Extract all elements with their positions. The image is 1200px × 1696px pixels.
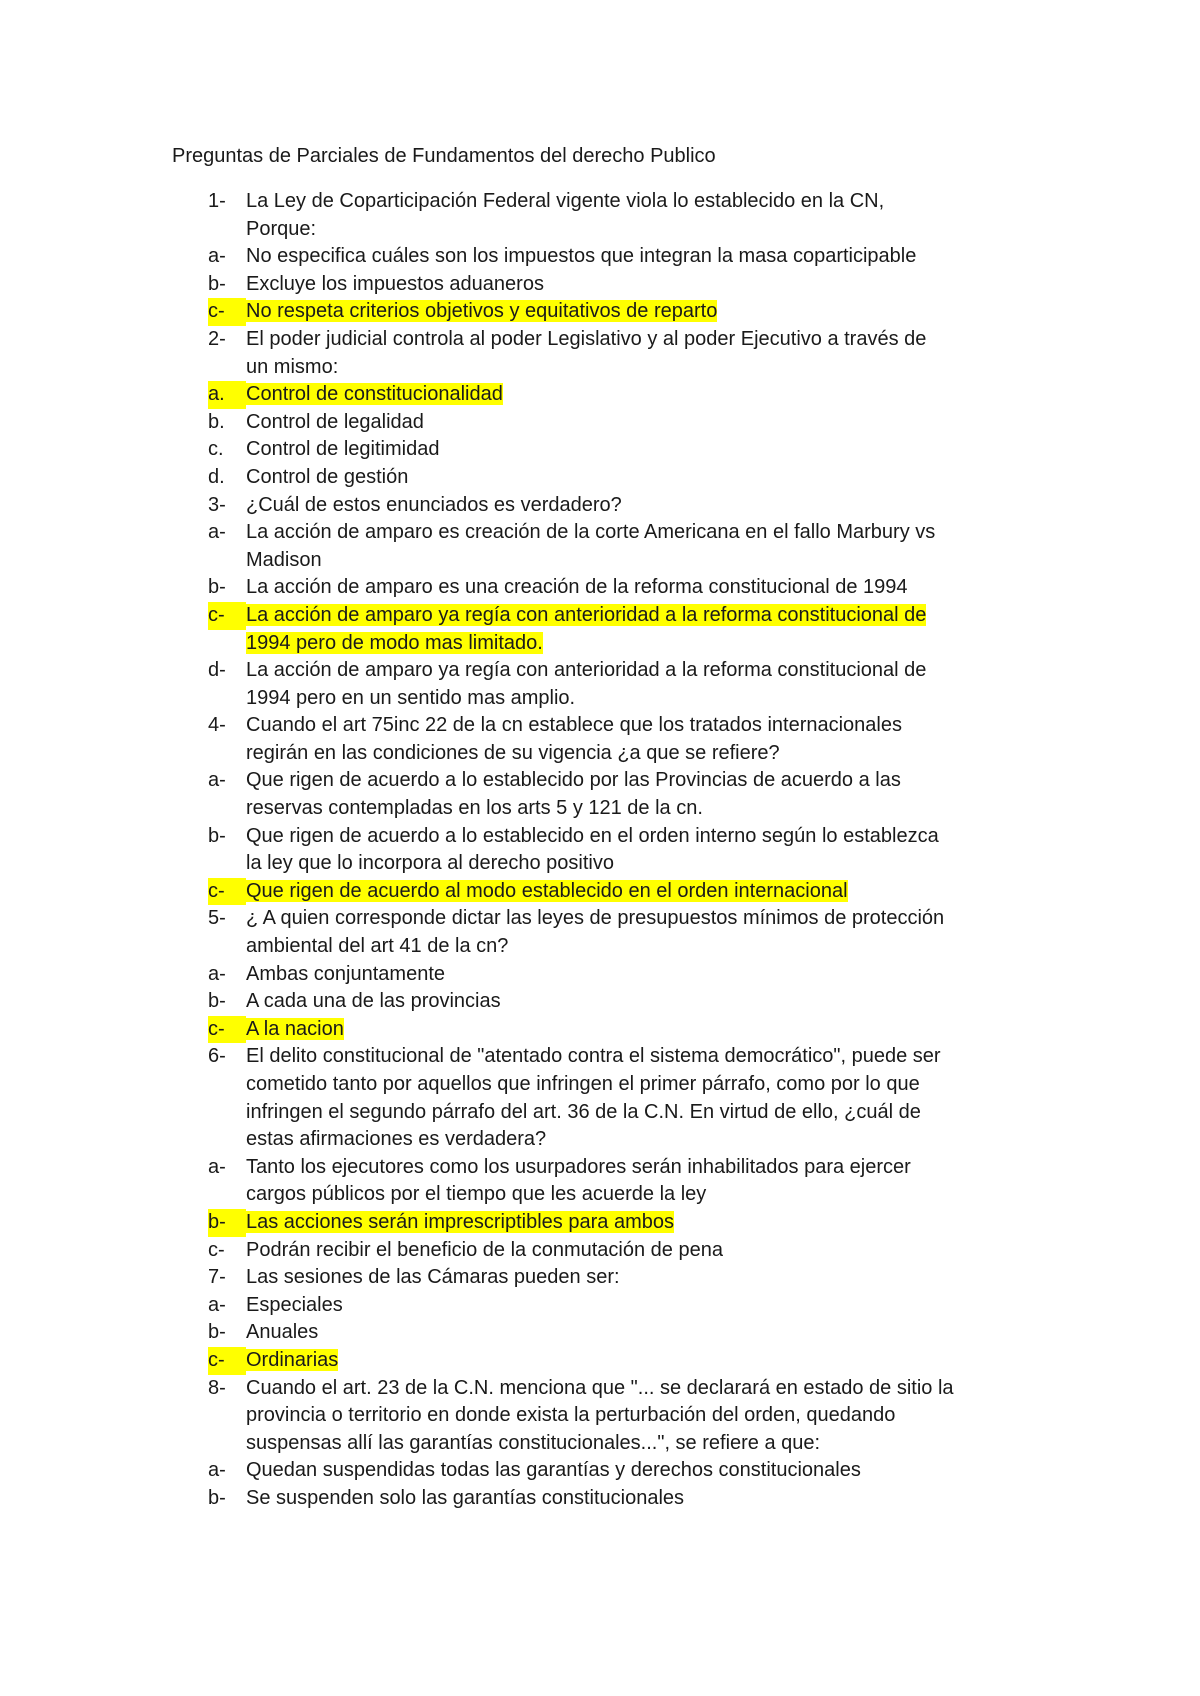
list-text: Cuando el art 75inc 22 de la cn establece que los tratados internacionales xyxy=(246,714,902,737)
list-line xyxy=(208,1099,1088,1127)
list-text-wrap xyxy=(246,298,1088,326)
list-line xyxy=(208,1264,1088,1292)
list-text: Excluye los impuestos aduaneros xyxy=(246,272,544,295)
list-text: Cuando el art. 23 de la C.N. menciona que "... se declarará en estado de sitio la xyxy=(246,1376,954,1399)
list-marker xyxy=(208,685,246,713)
list-marker xyxy=(208,547,246,575)
list-line xyxy=(208,1319,1088,1347)
list-marker: b- xyxy=(208,576,226,599)
list-text: cometido tanto por aquellos que infringen el primer párrafo, como por lo que xyxy=(246,1073,920,1095)
list-marker: a- xyxy=(208,1293,226,1316)
list-line xyxy=(208,767,1088,795)
list-text-wrap xyxy=(246,1043,1088,1071)
highlighted-answer-text: La acción de amparo ya regía con anterioridad a la reforma constitucional de xyxy=(246,603,927,626)
list-text-wrap xyxy=(246,712,1088,740)
list-marker: 8- xyxy=(208,1376,226,1399)
list-line xyxy=(208,905,1088,933)
list-text-wrap xyxy=(246,574,1088,602)
list-text-wrap xyxy=(246,436,1088,464)
list-line xyxy=(208,216,1088,244)
list-text-wrap xyxy=(246,519,1088,547)
list-text: estas afirmaciones es verdadera? xyxy=(246,1128,547,1151)
list-text-wrap xyxy=(246,1099,1088,1127)
list-line xyxy=(208,630,1088,658)
list-text-wrap xyxy=(246,630,1088,658)
list-line xyxy=(208,740,1088,768)
list-line xyxy=(208,1209,1088,1237)
list-marker: a. xyxy=(208,381,246,409)
list-text: Las sesiones de las Cámaras pueden ser: xyxy=(246,1266,620,1289)
list-text-wrap xyxy=(246,795,1088,823)
list-text: 1994 pero en un sentido mas amplio. xyxy=(246,686,576,709)
list-text: Madison xyxy=(246,548,322,571)
list-text: provincia o territorio en donde exista la perturbación del orden, quedando xyxy=(246,1404,896,1427)
list-marker: c- xyxy=(208,1347,246,1375)
list-text-wrap xyxy=(246,1071,1088,1099)
list-line xyxy=(208,1292,1088,1320)
list-text-wrap xyxy=(246,602,1088,630)
list-line xyxy=(208,381,1088,409)
list-text-wrap xyxy=(246,1126,1088,1154)
list-marker: c- xyxy=(208,1016,246,1044)
list-line xyxy=(208,574,1088,602)
list-line xyxy=(208,1375,1088,1403)
list-text: infringen el segundo párrafo del art. 36 de la C.N. En virtud de ello, ¿cuál de xyxy=(246,1100,921,1123)
list-marker: 4- xyxy=(208,714,226,737)
list-text-wrap xyxy=(246,381,1088,409)
highlighted-answer-text: Control de constitucionalidad xyxy=(246,383,503,406)
list-text: Podrán recibir el beneficio de la conmutación de pena xyxy=(246,1238,723,1261)
list-line xyxy=(208,1347,1088,1375)
list-marker: b- xyxy=(208,1321,226,1344)
list-marker xyxy=(208,933,246,961)
list-text-wrap xyxy=(246,1347,1088,1375)
list-text-wrap xyxy=(246,1181,1088,1209)
list-text-wrap xyxy=(246,657,1088,685)
document-title: Preguntas de Parciales de Fundamentos del derecho Publico xyxy=(172,145,716,167)
list-marker: b- xyxy=(208,1486,226,1509)
list-text: Control de legitimidad xyxy=(246,438,440,461)
list-line xyxy=(208,712,1088,740)
list-marker xyxy=(208,630,246,658)
list-text: A cada una de las provincias xyxy=(246,990,501,1013)
list-line xyxy=(208,354,1088,382)
list-text: La acción de amparo es creación de la corte Americana en el fallo Marbury vs xyxy=(246,521,936,544)
list-line xyxy=(208,823,1088,851)
list-marker: d. xyxy=(208,465,225,488)
list-line xyxy=(208,1016,1088,1044)
list-marker: b- xyxy=(208,824,226,847)
list-marker xyxy=(208,1099,246,1127)
list-marker: c- xyxy=(208,878,246,906)
list-marker: 2- xyxy=(208,327,226,350)
list-line xyxy=(208,1457,1088,1485)
list-text-wrap xyxy=(246,354,1088,382)
list-marker xyxy=(208,850,246,878)
list-text-wrap xyxy=(246,740,1088,768)
list-text: El delito constitucional de "atentado contra el sistema democrático", puede ser xyxy=(246,1045,941,1068)
list-marker xyxy=(208,216,246,244)
list-line xyxy=(208,1237,1088,1265)
list-line xyxy=(208,464,1088,492)
list-marker: a- xyxy=(208,769,226,792)
highlighted-answer-text: A la nacion xyxy=(246,1017,344,1040)
list-marker: c- xyxy=(208,1238,225,1261)
highlighted-answer-text: Que rigen de acuerdo al modo establecido en el orden internacional xyxy=(246,879,848,902)
list-text-wrap xyxy=(246,1319,1088,1347)
list-text: El poder judicial controla al poder Legislativo y al poder Ejecutivo a través de xyxy=(246,327,927,350)
list-text-wrap xyxy=(246,188,1088,216)
list-text: Control de legalidad xyxy=(246,410,424,433)
list-text-wrap xyxy=(246,1375,1088,1403)
highlighted-answer-text: No respeta criterios objetivos y equitativos de reparto xyxy=(246,300,718,323)
list-text-wrap xyxy=(246,409,1088,437)
list-marker: b- xyxy=(208,1209,246,1237)
list-text: ¿Cuál de estos enunciados es verdadero? xyxy=(246,493,622,516)
list-text-wrap xyxy=(246,492,1088,520)
list-marker: a- xyxy=(208,1459,226,1482)
list-line xyxy=(208,298,1088,326)
list-marker: b- xyxy=(208,272,226,295)
list-marker: a- xyxy=(208,245,226,268)
list-line xyxy=(208,326,1088,354)
list-text: Tanto los ejecutores como los usurpadores serán inhabilitados para ejercer xyxy=(246,1155,911,1178)
list-marker: 5- xyxy=(208,907,226,930)
list-line xyxy=(208,1430,1088,1458)
list-text-wrap xyxy=(246,685,1088,713)
list-marker: b. xyxy=(208,410,225,433)
list-text-wrap xyxy=(246,1016,1088,1044)
list-text: Anuales xyxy=(246,1321,319,1344)
list-text-wrap xyxy=(246,271,1088,299)
list-marker: a- xyxy=(208,1155,226,1178)
list-line xyxy=(208,1181,1088,1209)
list-line xyxy=(208,1485,1088,1513)
list-text: Que rigen de acuerdo a lo establecido en el orden interno según lo establezca xyxy=(246,824,939,847)
list-line xyxy=(208,685,1088,713)
list-line xyxy=(208,409,1088,437)
list-marker: 3- xyxy=(208,493,226,516)
list-line xyxy=(208,1402,1088,1430)
list-text-wrap xyxy=(246,1154,1088,1182)
list-marker xyxy=(208,1181,246,1209)
list-text: Quedan suspendidas todas las garantías y derechos constitucionales xyxy=(246,1459,861,1482)
list-marker: a- xyxy=(208,962,226,985)
list-text: Se suspenden solo las garantías constitucionales xyxy=(246,1486,685,1509)
list-text-wrap xyxy=(246,1237,1088,1265)
list-text: un mismo: xyxy=(246,355,339,378)
list-text-wrap xyxy=(246,243,1088,271)
list-text: la ley que lo incorpora al derecho positivo xyxy=(246,852,614,875)
list-marker xyxy=(208,1071,246,1099)
list-marker: b- xyxy=(208,990,226,1013)
list-text-wrap xyxy=(246,905,1088,933)
list-text: Especiales xyxy=(246,1293,343,1316)
list-text: Ambas conjuntamente xyxy=(246,962,446,985)
list-marker: a- xyxy=(208,521,226,544)
list-line xyxy=(208,492,1088,520)
list-marker: 1- xyxy=(208,190,226,212)
list-text-wrap xyxy=(246,464,1088,492)
list-line xyxy=(208,850,1088,878)
list-line xyxy=(208,519,1088,547)
list-line xyxy=(208,657,1088,685)
list-text-wrap xyxy=(246,988,1088,1016)
highlighted-answer-text: Ordinarias xyxy=(246,1348,339,1371)
list-text: regirán en las condiciones de su vigencia ¿a que se refiere? xyxy=(246,741,780,764)
list-text: Control de gestión xyxy=(246,465,409,488)
question-list xyxy=(208,188,1088,1513)
list-line xyxy=(208,436,1088,464)
list-text-wrap xyxy=(246,1430,1088,1458)
list-text: suspensas allí las garantías constitucionales...", se refiere a que: xyxy=(246,1431,821,1454)
list-line xyxy=(208,1126,1088,1154)
list-text: ¿ A quien corresponde dictar las leyes de presupuestos mínimos de protección xyxy=(246,907,945,930)
list-text-wrap xyxy=(246,933,1088,961)
list-text: cargos públicos por el tiempo que les acuerde la ley xyxy=(246,1183,707,1206)
list-marker: c. xyxy=(208,438,224,461)
list-text-wrap xyxy=(246,878,1088,906)
list-marker xyxy=(208,1126,246,1154)
list-text-wrap xyxy=(246,767,1088,795)
list-text-wrap xyxy=(246,1292,1088,1320)
list-line xyxy=(208,602,1088,630)
list-text-wrap xyxy=(246,326,1088,354)
list-marker: c- xyxy=(208,602,246,630)
list-text-wrap xyxy=(246,1264,1088,1292)
list-line xyxy=(208,878,1088,906)
list-marker xyxy=(208,795,246,823)
list-line xyxy=(208,988,1088,1016)
list-text-wrap xyxy=(246,1209,1088,1237)
list-marker: d- xyxy=(208,659,226,682)
list-text-wrap xyxy=(246,850,1088,878)
list-text: La acción de amparo es una creación de la reforma constitucional de 1994 xyxy=(246,576,908,599)
list-marker xyxy=(208,740,246,768)
list-marker: 7- xyxy=(208,1266,226,1289)
list-marker xyxy=(208,1402,246,1430)
list-text: No especifica cuáles son los impuestos que integran la masa coparticipable xyxy=(246,245,917,268)
list-line xyxy=(208,933,1088,961)
list-line xyxy=(208,547,1088,575)
list-text-wrap xyxy=(246,823,1088,851)
list-text-wrap xyxy=(246,547,1088,575)
list-line xyxy=(208,795,1088,823)
list-marker: c- xyxy=(208,298,246,326)
list-text: Que rigen de acuerdo a lo establecido por las Provincias de acuerdo a las xyxy=(246,769,901,792)
list-marker xyxy=(208,354,246,382)
list-line xyxy=(208,1043,1088,1071)
list-text: La Ley de Coparticipación Federal vigente viola lo establecido en la CN, xyxy=(246,190,885,212)
list-line xyxy=(208,271,1088,299)
list-text-wrap xyxy=(246,1485,1088,1513)
list-text: Porque: xyxy=(246,217,317,240)
list-marker xyxy=(208,1430,246,1458)
list-line xyxy=(208,188,1088,216)
list-text: ambiental del art 41 de la cn? xyxy=(246,935,509,958)
list-text-wrap xyxy=(246,216,1088,244)
list-line xyxy=(208,1071,1088,1099)
list-text: reservas contempladas en los arts 5 y 121 de la cn. xyxy=(246,797,703,820)
list-line xyxy=(208,1154,1088,1182)
list-text-wrap xyxy=(246,1402,1088,1430)
highlighted-answer-text: 1994 pero de modo mas limitado. xyxy=(246,631,543,654)
list-text: La acción de amparo ya regía con anterioridad a la reforma constitucional de xyxy=(246,659,927,682)
list-line xyxy=(208,961,1088,989)
list-marker: 6- xyxy=(208,1045,226,1068)
list-text-wrap xyxy=(246,1457,1088,1485)
list-line xyxy=(208,243,1088,271)
highlighted-answer-text: Las acciones serán imprescriptibles para ambos xyxy=(246,1210,674,1233)
list-text-wrap xyxy=(246,961,1088,989)
